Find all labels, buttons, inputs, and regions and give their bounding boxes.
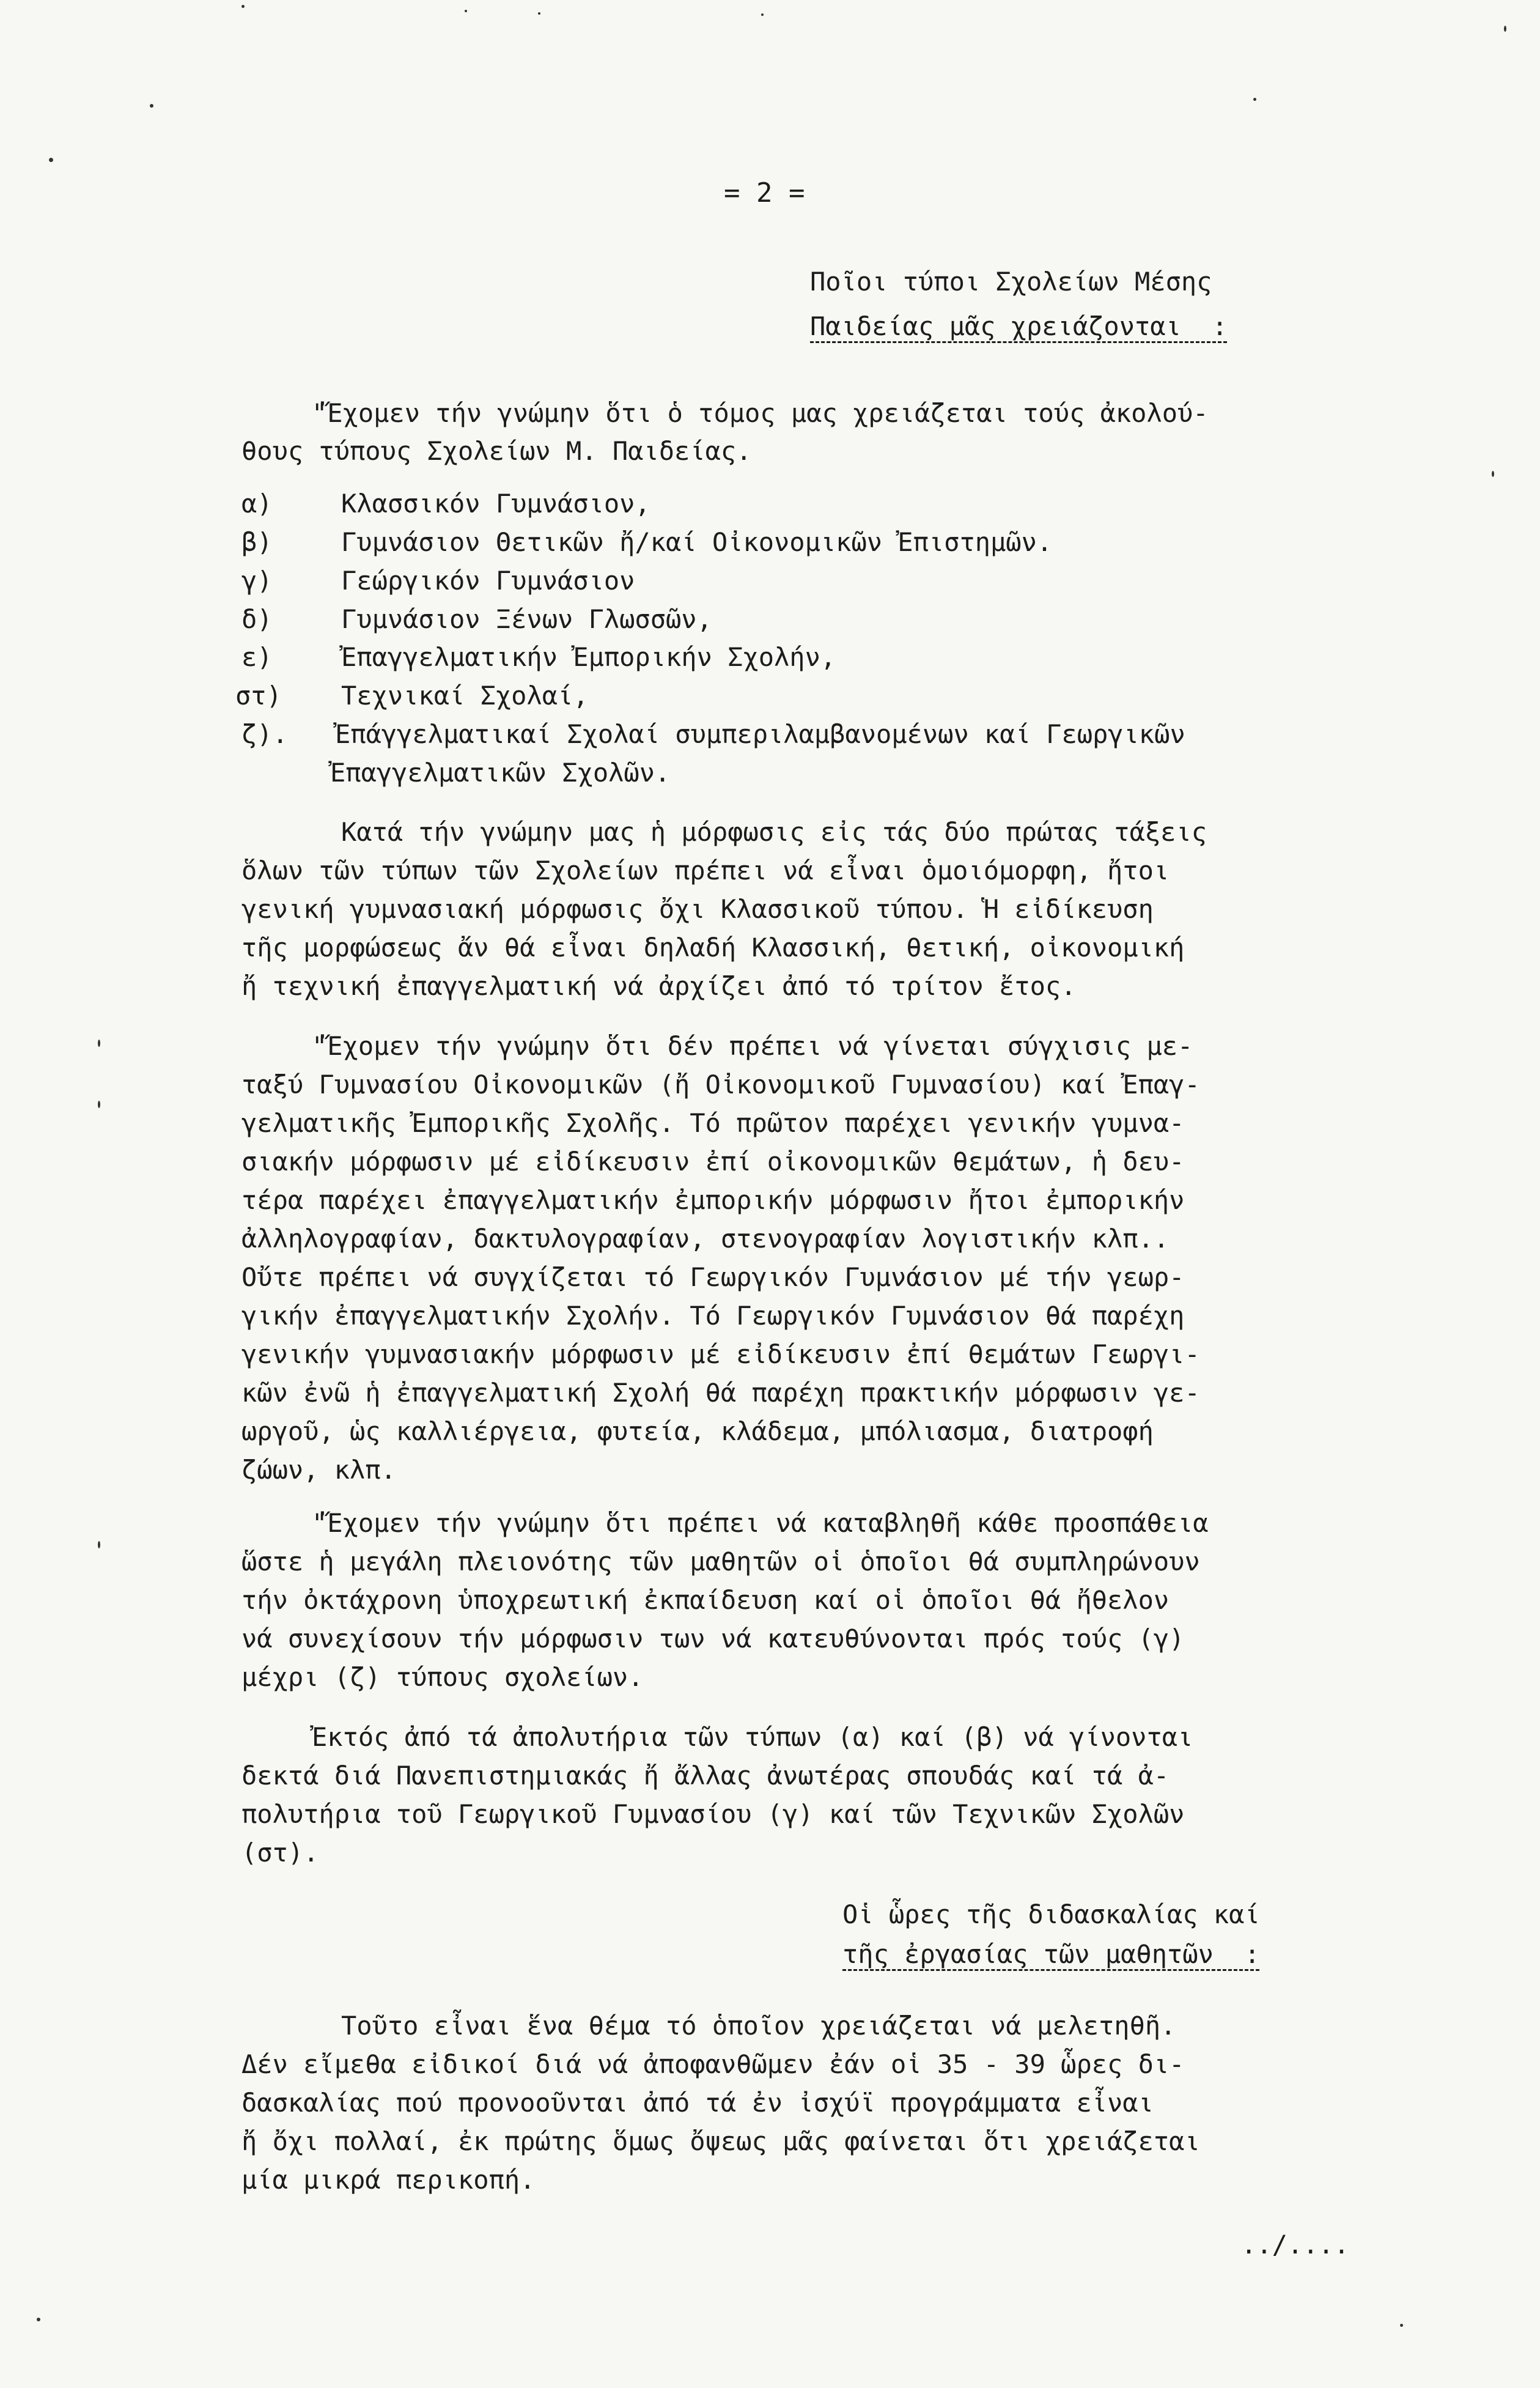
paragraph-line: Οὔτε πρέπει νά συγχίζεται τό Γεωργικόν Γυμνάσιον μέ τήν γεωρ- [241,1262,1185,1292]
paragraph-line: Κατά τήν γνώμην μας ἡ μόρφωσις εἰς τάς δύο πρώτας τάξεις [341,817,1207,847]
scan-speck [1492,471,1494,477]
scan-speck [465,10,467,12]
paragraph-line: τῆς μορφώσεως ἄν θά εἶναι δηλαδή Κλασσική, θετική, οἰκονομική [241,933,1185,963]
section-heading-line2: Παιδείας μᾶς χρειάζονται : [810,311,1228,341]
scan-speck [761,13,764,16]
scan-speck [98,1040,100,1047]
list-marker: στ) [235,681,282,711]
paragraph-line: ἀλληλογραφίαν, δακτυλογραφίαν, στενογραφίαν λογιστικήν κλπ.. [241,1224,1170,1254]
scan-speck [98,1101,100,1108]
scan-speck [241,5,245,8]
intro-line: θους τύπους Σχολείων Μ. Παιδείας. [241,436,752,466]
paragraph-line: τέρα παρέχει ἐπαγγελματικήν ἐμπορικήν μόρφωσιν ἤτοι ἐμπορικήν [241,1185,1185,1215]
list-marker: α) [241,489,273,519]
paragraph-line: ταξύ Γυμνασίου Οἰκονομικῶν (ἤ Οἰκονομικοῦ Γυμνασίου) καί Ἐπαγ- [241,1070,1200,1100]
scan-speck [538,12,540,15]
paragraph-line: γικήν ἐπαγγελματικήν Σχολήν. Τό Γεωργικόν Γυμνάσιον θά παρέχη [241,1301,1185,1331]
scan-speck [150,104,153,108]
scan-speck [1504,26,1506,32]
paragraph-line: ὅλων τῶν τύπων τῶν Σχολείων πρέπει νά εἶναι ὁμοιόμορφη, ἤτοι [241,856,1170,885]
paragraph-line: Τοῦτο εἶναι ἕνα θέμα τό ὁποῖον χρειάζεται νά μελετηθῆ. [341,2011,1176,2041]
paragraph-line: δεκτά διά Πανεπιστημιακάς ἤ ἄλλας ἀνωτέρας σπουδάς καί τά ἀ- [241,1761,1170,1791]
paragraph-line: ἤ τεχνική ἐπαγγελματική νά ἀρχίζει ἀπό τό τρίτον ἔτος. [241,971,1077,1001]
paragraph-line: σιακήν μόρφωσιν μέ εἰδίκευσιν ἐπί οἰκονομικῶν θεμάτων, ἡ δευ- [241,1147,1185,1177]
paragraph-line: ωργοῦ, ὡς καλλιέργεια, φυτεία, κλάδεμα, μπόλιασμα, διατροφή [241,1416,1154,1446]
paragraph-line: Δέν εἴμεθα εἰδικοί διά νά ἀποφανθῶμεν ἐάν οἱ 35 - 39 ὧρες δι- [241,2049,1185,2079]
section-heading-line1: Ποῖοι τύποι Σχολείων Μέσης [810,267,1212,297]
scan-speck [49,158,53,162]
list-marker: γ) [241,566,273,596]
paragraph-line: μία μικρά περικοπή. [241,2165,536,2195]
list-marker: ε) [241,642,273,672]
list-item: Ἐπαγγελματικήν Ἐμπορικήν Σχολήν, [341,642,836,672]
section-heading-line2: τῆς ἐργασίας τῶν μαθητῶν : [842,1939,1260,1969]
paragraph-line: ζώων, κλπ. [241,1455,396,1485]
scan-speck [1400,2324,1403,2327]
list-marker: δ) [241,604,273,634]
paragraph-line: κῶν ἐνῶ ἡ ἐπαγγελματική Σχολή θά παρέχη πρακτικήν μόρφωσιν γε- [241,1378,1200,1408]
paragraph-line: γενική γυμνασιακή μόρφωσις ὄχι Κλασσικοῦ τύπου. Ἡ εἰδίκευση [241,894,1154,924]
list-marker: β) [241,527,273,557]
paragraph-line: γελματικῆς Ἐμπορικῆς Σχολῆς. Τό πρῶτον παρέχει γενικήν γυμνα- [241,1108,1185,1138]
paragraph-line: νά συνεχίσουν τήν μόρφωσιν των νά κατευθύνονται πρός τούς (γ) [241,1624,1185,1654]
list-item: Τεχνικαί Σχολαί, [341,681,589,711]
paragraph-line: ὥστε ἡ μεγάλη πλειονότης τῶν μαθητῶν οἱ ὁποῖοι θά συμπληρώνουν [241,1547,1200,1577]
list-item: Ἐπάγγελματικαί Σχολαί συμπεριλαμβανομένων καί Γεωργικῶν [335,719,1185,749]
list-item-continuation: Ἐπαγγελματικῶν Σχολῶν. [330,758,671,788]
paragraph-line: μέχρι (ζ) τύπους σχολείων. [241,1662,644,1692]
list-item: Γυμνάσιον Ξένων Γλωσσῶν, [341,604,712,634]
intro-line: "Ἔχομεν τήν γνώμην ὅτι ὁ τόμος μας χρειάζεται τούς ἀκολού- [312,398,1209,428]
paragraph-line: πολυτήρια τοῦ Γεωργικοῦ Γυμνασίου (γ) καί τῶν Τεχνικῶν Σχολῶν [241,1799,1185,1829]
list-marker: ζ). [241,719,288,749]
paragraph-line: (στ). [241,1838,319,1868]
paragraph-line: "Ἔχομεν τήν γνώμην ὅτι δέν πρέπει νά γίνεται σύγχισις με- [312,1031,1193,1061]
paragraph-line: "Ἔχομεν τήν γνώμην ὅτι πρέπει νά καταβληθῆ κάθε προσπάθεια [312,1508,1209,1538]
list-item: Γυμνάσιον Θετικῶν ἤ/καί Οἰκονομικῶν Ἐπιστημῶν. [341,527,1053,557]
scan-speck [98,1541,100,1548]
paragraph-line: γενικήν γυμνασιακήν μόρφωσιν μέ εἰδίκευσιν ἐπί θεμάτων Γεωργι- [241,1339,1200,1369]
paragraph-line: Ἐκτός ἀπό τά ἀπολυτήρια τῶν τύπων (α) καί (β) νά γίνονται [312,1722,1193,1752]
list-item: Κλασσικόν Γυμνάσιον, [341,489,650,519]
scan-speck [1253,98,1256,101]
scan-speck [37,2318,40,2321]
paragraph-line: δασκαλίας πού προνοοῦνται ἀπό τά ἐν ἰσχύϊ προγράμματα εἶναι [241,2088,1154,2118]
paragraph-line: τήν ὀκτάχρονη ὑποχρεωτική ἐκπαίδευση καί οἱ ὁποῖοι θά ἤθελον [241,1585,1170,1615]
continuation-mark: ../.... [1241,2230,1350,2260]
page-number: = 2 = [724,177,805,209]
list-item: Γεώργικόν Γυμνάσιον [341,566,635,596]
section-heading-line1: Οἱ ὧρες τῆς διδασκαλίας καί [842,1899,1260,1929]
paragraph-line: ἤ ὄχι πολλαί, ἐκ πρώτης ὅμως ὄψεως μᾶς φαίνεται ὅτι χρειάζεται [241,2126,1200,2156]
